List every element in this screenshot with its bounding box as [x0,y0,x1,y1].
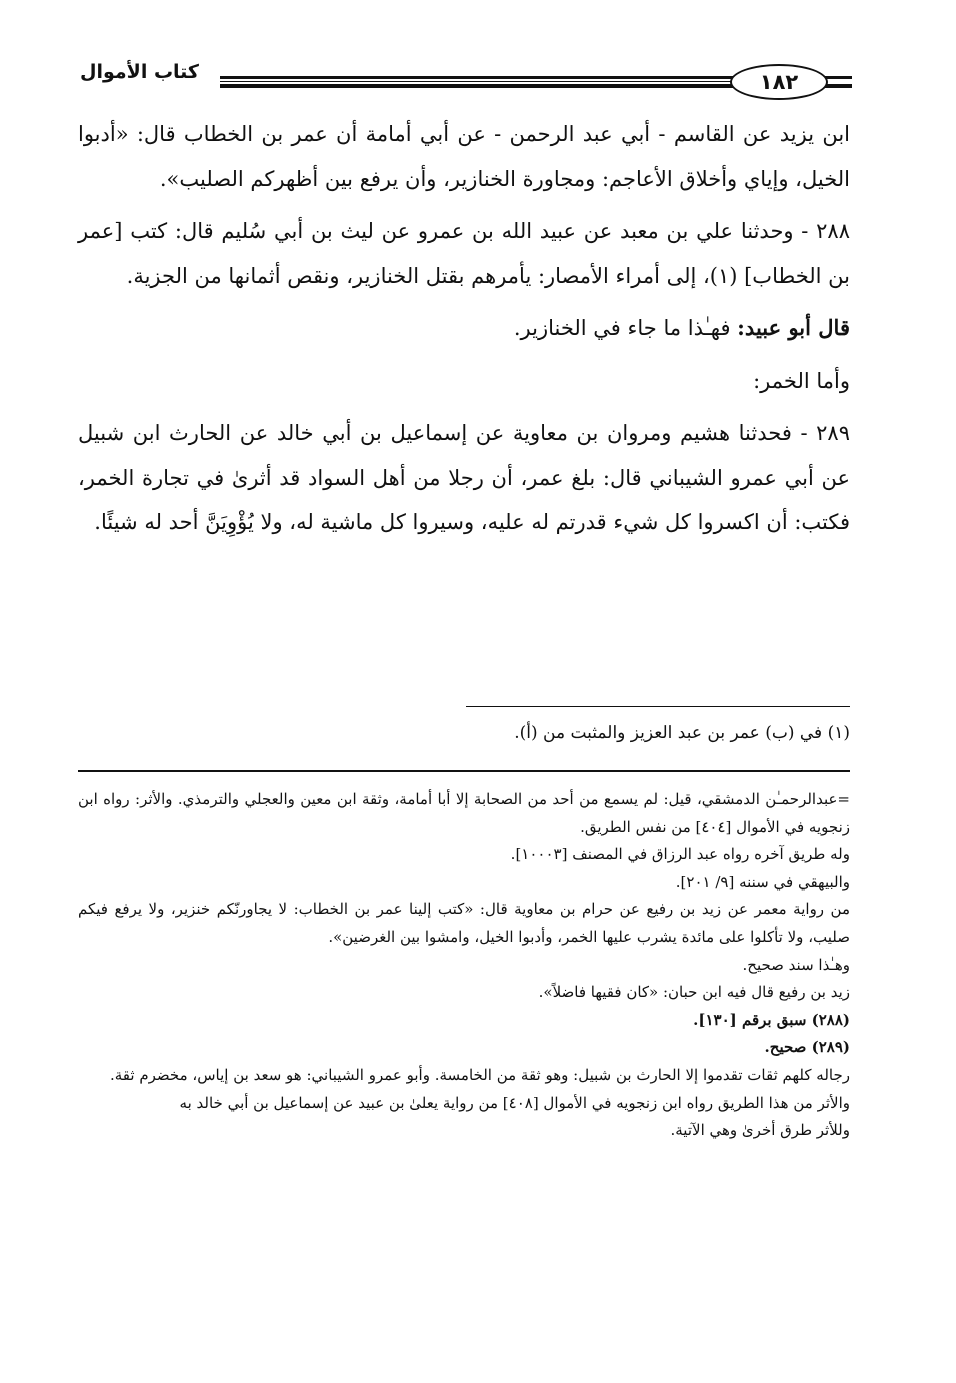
note-line: من رواية معمر عن زيد بن رفيع عن حرام بن معاوية قال: «كتب إلينا عمر بن الخطاب: لا يجاورنّكم خنزير، ولا يرفع فيكم صليب، ولا تأكلوا على مائدة يشرب عليها الخمر، وأدبوا الخيل، وامشوا بين الغرضين». [78,900,850,946]
paragraph: ابن يزيد عن القاسم - أبي عبد الرحمن - عن أبي أمامة أن عمر بن الخطاب قال: «أدبوا الخيل، وإياي وأخلاق الأعاجم: ومجاورة الخنازير، وأن يرفع بين أظهركم الصليب». [78,122,850,191]
footnote-1: (١) في (ب) عمر بن عبد العزيز والمثبت من (أ). [514,723,850,743]
footnote-separator [466,706,850,707]
paragraph-hadith-289: ٢٨٩ - فحدثنا هشيم ومروان بن معاوية عن إسماعيل بن أبي خالد عن الحارث ابن شبيل عن أبي عمرو الشيباني قال: بلغ عمر، أن رجلا من أهل السواد قد أثرىٰ في تجارة الخمر، فكتب: أن اكسروا كل شيء قدرتم له عليه، وسيروا كل ماشية له، ولا يُؤْوِيَنَّ أحد له شيئًا. [78,421,850,534]
note-heading-288: (٢٨٨) سبق برقم [١٣٠]. [693,1010,850,1029]
note-line: =عبدالرحمـٰن الدمشقي، قيل: لم يسمع من أحد من الصحابة إلا أبا أمامة، وثقة ابن معين والعجلي والترمذي. والأثر: رواه ابن زنجويه في الأموال [٤٠٤] من نفس الطريق. [78,790,850,836]
speaker-label: قال أبو عبيد: [737,315,850,340]
notes-separator [78,770,850,772]
main-text [78,112,850,545]
header-rule [220,84,810,88]
note-heading-289: (٢٨٩) صحيح. [764,1038,850,1057]
paragraph-text: فهـٰذا ما جاء في الخنازير. [513,316,738,340]
note-line: رجاله كلهم ثقات تقدموا إلا الحارث بن شبيل: وهو ثقة من الخامسة. وأبو عمرو الشيباني: هو سعد بن إياس، مخضرم ثقة. [110,1065,850,1084]
page-header [78,58,878,102]
note-line: وله طريق آخره رواه عبد الرزاق في المصنف [١٠٠٠٣]. [510,845,850,864]
note-line: زيد بن رفيع قال فيه ابن حبان: «كان فقيها فاضلاً». [538,983,850,1002]
header-rule [220,76,810,79]
note-line: والبيهقي في سننه [٩/ ٢٠١]. [675,872,850,891]
editor-notes [78,786,850,1145]
note-line: وللأثر طرق أخرىٰ وهي الآتية. [670,1121,850,1140]
note-line: وهـٰذا سند صحيح. [742,955,850,974]
paragraph-abu-ubayd [78,306,850,351]
paragraph-hadith-288: ٢٨٨ - وحدثنا علي بن معبد عن عبيد الله بن عمرو عن ليث بن أبي سُليم قال: كتب [عمر بن الخطاب] (١)، إلى أمراء الأمصار: يأمرهم بقتل الخنازير، ونقص أثمانها من الجزية. [78,219,850,288]
header-rule [220,81,810,82]
section-heading-wine: وأما الخمر: [753,368,850,393]
book-title: كتاب الأموال [80,61,199,83]
page-number: ١٨٢ [730,64,828,100]
note-line: والأثر من هذا الطريق رواه ابن زنجويه في الأموال [٤٠٨] من رواية يعلىٰ بن عبيد عن إسماعيل بن أبي خالد به [179,1093,850,1112]
